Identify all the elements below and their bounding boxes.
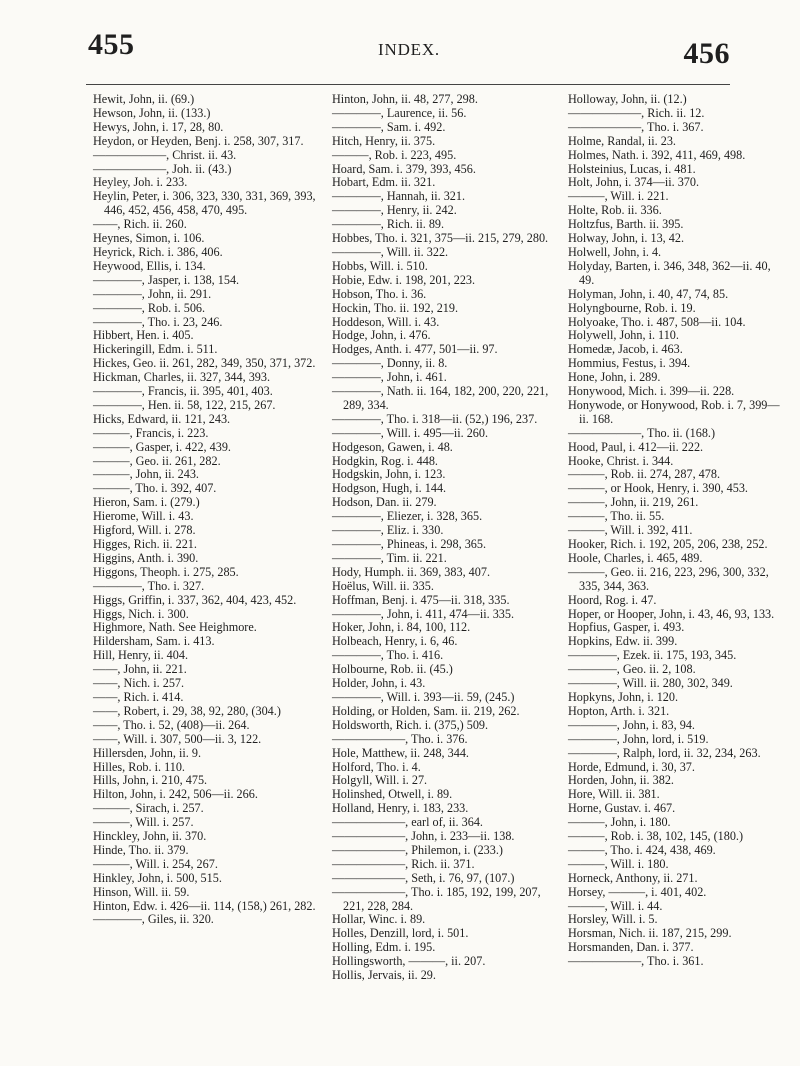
index-entry: ————, Rich. ii. 89. — [332, 217, 445, 232]
index-entry: ———, John, i. 180. — [568, 815, 671, 830]
index-entry: Hopton, Arth. i. 321. — [568, 703, 670, 718]
index-entry: Honywood, Mich. i. 399—ii. 228. — [568, 384, 735, 399]
index-entry: Holinshed, Otwell, i. 89. — [332, 787, 453, 802]
index-entry: ——, Nich. i. 257. — [93, 676, 185, 691]
index-entry: ———, Will. i. 254, 267. — [93, 856, 218, 871]
index-entry: Horsey, ———, i. 401, 402. — [568, 884, 707, 899]
index-entry: Horsmanden, Dan. i. 377. — [568, 940, 694, 955]
index-entry: ———, Geo. ii. 216, 223, 296, 300, 332, 335, 344, 363. — [568, 564, 769, 593]
index-entry: Hopfius, Gasper, i. 493. — [568, 620, 685, 635]
index-entry: Hollar, Winc. i. 89. — [332, 912, 426, 927]
index-entry: Higford, Will. i. 278. — [93, 523, 196, 538]
index-entry: Hopkins, Edw. ii. 399. — [568, 634, 678, 649]
index-entry: Holland, Henry, i. 183, 233. — [332, 801, 469, 816]
index-entry: Heyley, Joh. i. 233. — [93, 175, 188, 190]
index-entry: ——————, Philemon, i. (233.) — [332, 842, 503, 857]
index-entry: ————, Tho. i. 23, 246. — [93, 314, 223, 329]
index-entry: Holford, Tho. i. 4. — [332, 759, 421, 774]
index-entry: Homedæ, Jacob, i. 463. — [568, 342, 683, 357]
index-entry: Hickeringill, Edm. i. 511. — [93, 342, 218, 357]
index-entry: Holles, Denzill, lord, i. 501. — [332, 926, 469, 941]
index-entry: Hewit, John, ii. (69.) — [93, 92, 195, 106]
index-entry: Hinton, John, ii. 48, 277, 298. — [332, 92, 478, 106]
index-entry: Hinkley, John, i. 500, 515. — [93, 870, 222, 885]
index-entry: ————, Laurence, ii. 56. — [332, 105, 467, 120]
index-entry: Hooke, Christ. i. 344. — [568, 453, 674, 468]
index-entry: Holdsworth, Rich. i. (375,) 509. — [332, 717, 489, 732]
index-entry: Holtzfus, Barth. ii. 395. — [568, 217, 684, 232]
index-column-1 — [93, 93, 323, 927]
index-entry: Hobart, Edm. ii. 321. — [332, 175, 436, 190]
index-entry: ——————, Tho. i. 367. — [568, 119, 704, 134]
index-entry: ——————, earl of, ii. 364. — [332, 815, 483, 830]
index-entry: Higges, Rich. ii. 221. — [93, 537, 197, 551]
index-entry: ————, Will. i. 495—ii. 260. — [332, 425, 489, 440]
index-entry: ——, John, ii. 221. — [93, 662, 187, 677]
index-entry: ———, Geo. ii. 261, 282. — [93, 453, 221, 468]
index-entry: Horde, Edmund, i. 30, 37. — [568, 759, 695, 774]
index-entry: ————, John, lord, i. 519. — [568, 731, 709, 746]
index-entry: Hody, Humph. ii. 369, 383, 407. — [332, 564, 490, 579]
index-entry: ———, or Hook, Henry, i. 390, 453. — [568, 481, 748, 496]
index-entry: ————, Giles, ii. 320. — [93, 912, 214, 927]
index-entry: Hore, Will. ii. 381. — [568, 787, 660, 802]
index-entry: Hood, Paul, i. 412—ii. 222. — [568, 439, 704, 454]
index-entry: Heydon, or Heyden, Benj. i. 258, 307, 317. — [93, 133, 304, 148]
index-entry: ——, Robert, i. 29, 38, 92, 280, (304.) — [93, 703, 281, 718]
index-entry: ————, John, i. 461. — [332, 370, 447, 385]
index-entry: Horne, Gustav. i. 467. — [568, 801, 676, 816]
index-entry: Higgons, Theoph. i. 275, 285. — [93, 564, 239, 579]
index-entry: Hollis, Jervais, ii. 29. — [332, 968, 436, 983]
index-entry: ———, Will. i. 392, 411. — [568, 523, 693, 538]
index-entry: ———, Will. i. 180. — [568, 856, 669, 871]
index-entry: Hilton, John, i. 242, 506—ii. 266. — [93, 787, 258, 802]
index-entry: ————, Geo. ii. 2, 108. — [568, 662, 696, 677]
index-entry: Holt, John, i. 374—ii. 370. — [568, 175, 700, 190]
index-entry: Holloway, John, ii. (12.) — [568, 92, 687, 106]
index-entry: ————, Sam. i. 492. — [332, 119, 446, 134]
index-entry: Hinson, Will. ii. 59. — [93, 884, 190, 899]
index-entry: ————, John, ii. 291. — [93, 286, 212, 301]
index-entry: Holme, Randal, ii. 23. — [568, 133, 676, 148]
index-entry: ———, Rob. ii. 274, 287, 478. — [568, 467, 721, 482]
index-entry: Hills, John, i. 210, 475. — [93, 773, 208, 788]
page-header — [88, 28, 730, 88]
index-entry: Holgyll, Will. i. 27. — [332, 773, 428, 788]
index-entry: Hodgskin, John, i. 123. — [332, 467, 446, 482]
index-entry: Hole, Matthew, ii. 248, 344. — [332, 745, 469, 760]
index-entry: ————, John, i. 411, 474—ii. 335. — [332, 606, 515, 621]
index-entry: Hodges, Anth. i. 477, 501—ii. 97. — [332, 342, 498, 357]
index-entry: Higgins, Anth. i. 390. — [93, 550, 199, 565]
index-entry: ————, Henry, ii. 242. — [332, 203, 457, 218]
index-entry: Hoëlus, Will. ii. 335. — [332, 578, 434, 593]
index-entry: ————, Will. ii. 280, 302, 349. — [568, 676, 733, 691]
index-entry: ————, Jasper, i. 138, 154. — [93, 272, 240, 287]
index-entry: Hitch, Henry, ii. 375. — [332, 133, 436, 148]
index-entry: Hoard, Sam. i. 379, 393, 456. — [332, 161, 476, 176]
index-entry: Hobbes, Tho. i. 321, 375—ii. 215, 279, 280. — [332, 231, 549, 246]
index-entry: Hoffman, Benj. i. 475—ii. 318, 335. — [332, 592, 510, 607]
index-column-3 — [568, 93, 786, 969]
index-entry: Hopkyns, John, i. 120. — [568, 689, 679, 704]
index-entry: ————, Nath. ii. 164, 182, 200, 220, 221, 289, 334. — [332, 384, 549, 412]
index-entry: Holsteinius, Lucas, i. 481. — [568, 161, 696, 176]
index-entry: Hilles, Rob. i. 110. — [93, 759, 185, 774]
page-title: INDEX. — [378, 40, 440, 59]
index-entry: Hinckley, John, ii. 370. — [93, 829, 207, 844]
index-entry: Hinton, Edw. i. 426—ii. 114, (158,) 261, 282. — [93, 898, 316, 913]
index-entry: Hill, Henry, ii. 404. — [93, 648, 189, 663]
index-entry: Higgs, Griffin, i. 337, 362, 404, 423, 452. — [93, 592, 297, 607]
index-entry: Hodgson, Hugh, i. 144. — [332, 481, 447, 496]
index-entry: ——————, Rich. ii. 371. — [332, 856, 475, 871]
index-entry: ——————, Seth, i. 76, 97, (107.) — [332, 870, 515, 885]
index-entry: ——, Tho. i. 52, (408)—ii. 264. — [93, 717, 250, 732]
index-entry: ———, Gasper, i. 422, 439. — [93, 439, 231, 454]
index-entry: Horsman, Nich. ii. 187, 215, 299. — [568, 926, 732, 941]
index-entry: Hickes, Geo. ii. 261, 282, 349, 350, 371, 372. — [93, 356, 316, 371]
index-entry: ——————, Tho. i. 361. — [568, 954, 704, 969]
index-entry: Hildersham, Sam. i. 413. — [93, 634, 215, 649]
index-entry: ————, Will. i. 393—ii. 59, (245.) — [332, 689, 515, 704]
index-entry: ——————, Tho. i. 185, 192, 199, 207, 221, 228, 284. — [332, 884, 541, 913]
index-entry: ———, Tho. ii. 55. — [568, 509, 665, 524]
index-entry: ————, Eliezer, i. 328, 365. — [332, 509, 483, 524]
index-column-2 — [332, 93, 560, 983]
index-entry: Horden, John, ii. 382. — [568, 773, 674, 788]
index-entry: ———, Will. i. 44. — [568, 898, 663, 913]
index-entry: Holte, Rob. ii. 336. — [568, 203, 662, 218]
index-entry: Holwell, John, i. 4. — [568, 244, 662, 259]
index-entry: Hooker, Rich. i. 192, 205, 206, 238, 252. — [568, 537, 768, 551]
index-entry: ————, Rob. i. 506. — [93, 300, 206, 315]
index-entry: Hierome, Will. i. 43. — [93, 509, 194, 524]
index-entry: Hone, John, i. 289. — [568, 370, 661, 385]
index-entry: Higgs, Nich. i. 300. — [93, 606, 189, 621]
index-entry: ————, Hannah, ii. 321. — [332, 189, 466, 204]
index-entry: Hobie, Edw. i. 198, 201, 223. — [332, 272, 476, 287]
index-entry: Hewys, John, i. 17, 28, 80. — [93, 119, 224, 134]
index-entry: ————, Francis, ii. 395, 401, 403. — [93, 384, 273, 399]
index-entry: ——, Will. i. 307, 500—ii. 3, 122. — [93, 731, 262, 746]
index-entry: ——, Rich. ii. 260. — [93, 217, 187, 232]
index-entry: Horsley, Will. i. 5. — [568, 912, 658, 927]
index-entry: Holbeach, Henry, i. 6, 46. — [332, 634, 458, 649]
index-entry: Hodgkin, Rog. i. 448. — [332, 453, 438, 468]
index-entry: Heywood, Ellis, i. 134. — [93, 258, 206, 273]
index-entry: Hillersden, John, ii. 9. — [93, 745, 201, 760]
index-entry: ———, Tho. i. 424, 438, 469. — [568, 842, 716, 857]
index-entry: Hollingsworth, ———, ii. 207. — [332, 954, 486, 969]
index-entry: Hommius, Festus, i. 394. — [568, 356, 691, 371]
index-entry: Horneck, Anthony, ii. 271. — [568, 870, 698, 885]
index-entry: Highmore, Nath. See Heighmore. — [93, 620, 257, 635]
index-entry: Hoker, John, i. 84, 100, 112. — [332, 620, 471, 635]
index-entry: Hibbert, Hen. i. 405. — [93, 328, 194, 343]
index-entry: Heynes, Simon, i. 106. — [93, 231, 205, 246]
index-entry: Hockin, Tho. ii. 192, 219. — [332, 300, 459, 315]
index-entry: Holmes, Nath. i. 392, 411, 469, 498. — [568, 147, 746, 162]
index-entry: Hobson, Tho. i. 36. — [332, 286, 427, 301]
index-entry: ——————, Tho. ii. (168.) — [568, 425, 716, 440]
index-entry: ————, Phineas, i. 298, 365. — [332, 537, 487, 551]
index-entry: Hicks, Edward, ii. 121, 243. — [93, 411, 231, 426]
index-entry: Honywode, or Honywood, Rob. i. 7, 399—ii. 168. — [568, 397, 780, 426]
index-entry: Hieron, Sam. i. (279.) — [93, 495, 200, 510]
index-entry: ———, Francis, i. 223. — [93, 425, 209, 440]
index-entry: ———, John, ii. 219, 261. — [568, 495, 699, 510]
index-entry: Holding, or Holden, Sam. ii. 219, 262. — [332, 703, 520, 718]
index-entry: ——————, John, i. 233—ii. 138. — [332, 829, 515, 844]
index-entry: ———, John, ii. 243. — [93, 467, 199, 482]
index-entry: ———, Will. i. 221. — [568, 189, 669, 204]
index-entry: Hoord, Rog. i. 47. — [568, 592, 657, 607]
index-entry: Hinde, Tho. ii. 379. — [93, 842, 189, 857]
index-entry: Hodge, John, i. 476. — [332, 328, 431, 343]
index-entry: Hobbs, Will. i. 510. — [332, 258, 428, 273]
page-number-left: 455 — [88, 28, 135, 61]
index-entry: ————, Ezek. ii. 175, 193, 345. — [568, 648, 737, 663]
index-entry: ———, Rob. i. 223, 495. — [332, 147, 457, 162]
index-entry: Holyday, Barten, i. 346, 348, 362—ii. 40, 49. — [568, 258, 771, 287]
index-entry: ——————, Rich. ii. 12. — [568, 105, 705, 120]
index-entry: ——————, Tho. i. 376. — [332, 731, 468, 746]
index-entry: Holder, John, i. 43. — [332, 676, 426, 691]
index-entry: ———, Tho. i. 392, 407. — [93, 481, 217, 496]
index-entry: ————, Will. ii. 322. — [332, 244, 449, 259]
index-entry: ————, Tim. ii. 221. — [332, 550, 447, 565]
index-entry: ————, Donny, ii. 8. — [332, 356, 448, 371]
index-entry: Hodgeson, Gawen, i. 48. — [332, 439, 453, 454]
index-entry: Hewson, John, ii. (133.) — [93, 105, 211, 120]
index-entry: Heyrick, Rich. i. 386, 406. — [93, 244, 223, 259]
index-entry: Hoddeson, Will. i. 43. — [332, 314, 440, 329]
index-entry: Holywell, John, i. 110. — [568, 328, 679, 343]
index-entry: Heylin, Peter, i. 306, 323, 330, 331, 369, 393, 446, 452, 456, 458, 470, 495. — [93, 189, 316, 218]
index-entry: ——————, Christ. ii. 43. — [93, 147, 237, 162]
index-entry: ————, Tho. i. 318—ii. (52,) 196, 237. — [332, 411, 538, 426]
index-entry: ———, Will. i. 257. — [93, 815, 194, 830]
index-entry: Holling, Edm. i. 195. — [332, 940, 436, 955]
index-entry: ————, Eliz. i. 330. — [332, 523, 444, 538]
header-rule — [86, 84, 730, 85]
index-entry: ———, Sirach, i. 257. — [93, 801, 204, 816]
index-entry: Hoper, or Hooper, John, i. 43, 46, 93, 133. — [568, 606, 775, 621]
index-entry: Hodson, Dan. ii. 279. — [332, 495, 437, 510]
index-entry: Holyoake, Tho. i. 487, 508—ii. 104. — [568, 314, 746, 329]
index-entry: Holbourne, Rob. ii. (45.) — [332, 662, 453, 677]
index-entry: ————, Hen. ii. 58, 122, 215, 267. — [93, 397, 276, 412]
index-entry: ————, Ralph, lord, ii. 32, 234, 263. — [568, 745, 761, 760]
index-entry: ———, Rob. i. 38, 102, 145, (180.) — [568, 829, 744, 844]
index-entry: Holway, John, i. 13, 42. — [568, 231, 685, 246]
index-entry: ————, John, i. 83, 94. — [568, 717, 695, 732]
index-entry: ————, Tho. i. 327. — [93, 578, 205, 593]
index-entry: Holyman, John, i. 40, 47, 74, 85. — [568, 286, 729, 301]
index-entry: Holyngbourne, Rob. i. 19. — [568, 300, 696, 315]
page-number-right: 456 — [683, 37, 730, 70]
index-entry: Hickman, Charles, ii. 327, 344, 393. — [93, 370, 271, 385]
index-entry: ————, Tho. i. 416. — [332, 648, 444, 663]
index-entry: ——————, Joh. ii. (43.) — [93, 161, 232, 176]
index-entry: ——, Rich. i. 414. — [93, 689, 184, 704]
index-entry: Hoole, Charles, i. 465, 489. — [568, 550, 703, 565]
